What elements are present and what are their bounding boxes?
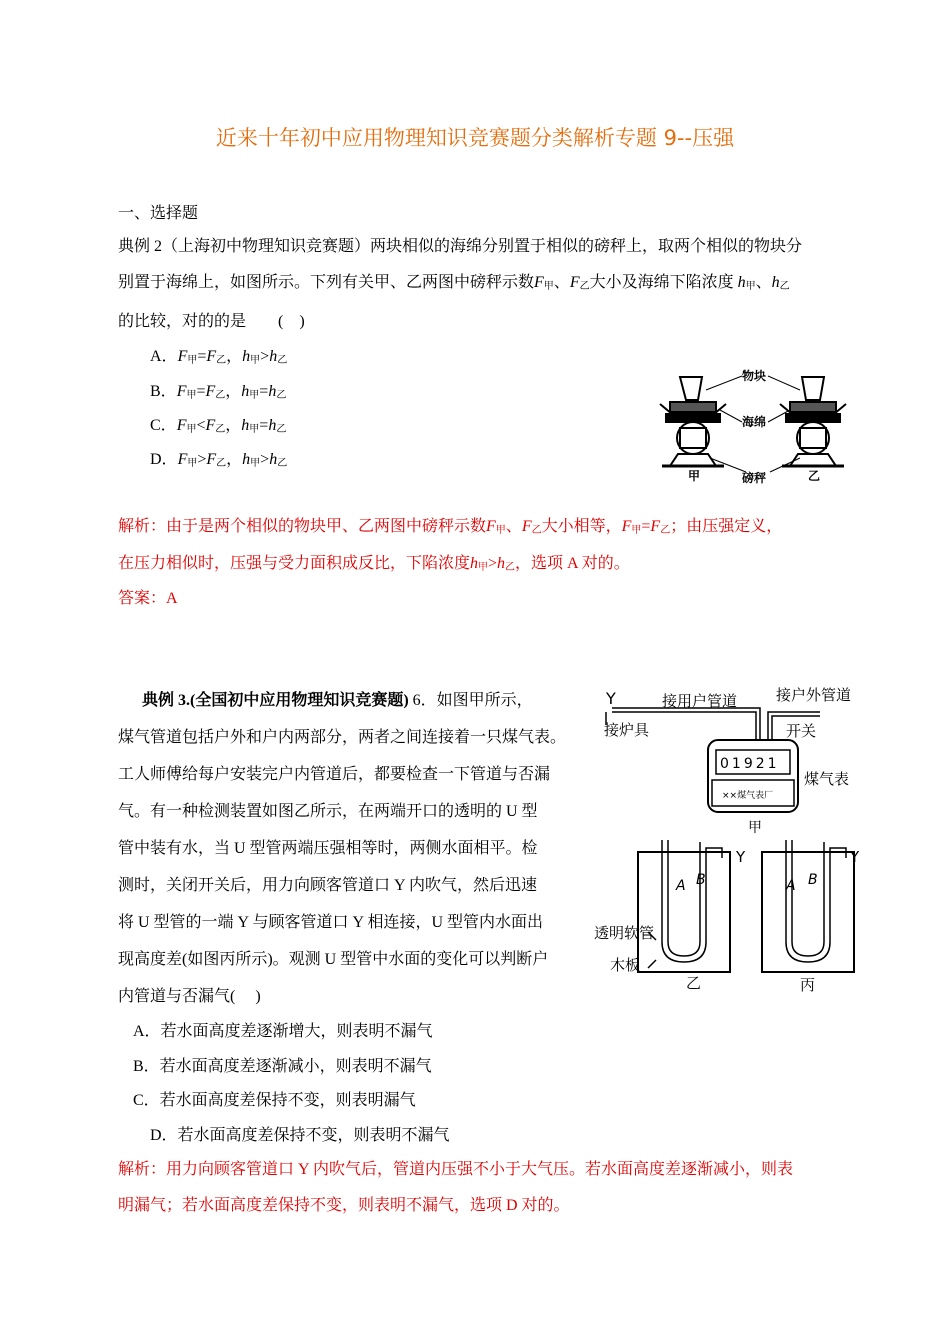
q2-option-d: D．若水面高度差保持不变，则表明不漏气 — [150, 1127, 450, 1144]
q1-analysis-line2: 在压力相似时，压强与受力面积成反比，下陷浓度$h_甲>h_乙$，选项 A 对的。 — [118, 555, 630, 573]
fig-a-bing: A — [786, 878, 796, 894]
gas-meter-figure — [590, 680, 870, 1000]
fig-y-top: Y — [606, 689, 616, 708]
fig-digits: 01921 — [720, 756, 780, 772]
q2-line6: 测时，关闭开关后，用力向顾客管道口 Y 内吹气，然后迅速 — [118, 877, 537, 894]
u-tube-bing — [786, 840, 846, 962]
q2-line7: 将 U 型管的一端 Y 与顾客管道口 Y 相连接，U 型管内水面出 — [118, 914, 544, 931]
q2-line9: 内管道与否漏气( ) — [118, 988, 261, 1005]
fig-yi: 乙 — [686, 974, 702, 992]
fig-b-bing: B — [808, 872, 818, 888]
label-jia: 甲 — [688, 469, 701, 483]
label-block: 物块 — [742, 369, 767, 383]
q2-line8: 现高度差(如图丙所示)。观测 U 型管中水面的变化可以判断户 — [118, 951, 549, 968]
fig-switch: 开关 — [786, 722, 817, 740]
sponge-jia — [670, 402, 716, 412]
q2-line3: 工人师傅给每户安装完户内管道后，都要检查一下管道与否漏 — [118, 766, 551, 783]
q1-answer: 答案：A — [118, 590, 178, 607]
fig-factory: ××煤气表厂 — [722, 791, 774, 801]
fig-y-bing: Y — [850, 848, 860, 866]
q1-option-d: D．$F_甲>F_乙$，$h_甲>h_乙$ — [150, 451, 288, 469]
label-sponge: 海绵 — [742, 415, 767, 429]
q1-option-a: A．$F_甲=F_乙$，$h_甲>h_乙$ — [150, 348, 288, 366]
fig-outdoor-pipe: 接户外管道 — [776, 686, 852, 704]
fig-b-yi: B — [696, 872, 706, 888]
q1-line2: 别置于海绵上，如图所示。下列有关甲、乙两图中磅秤示数$F_甲$、$F_乙$大小及海绵下陷浓度 $h_甲$、$h_乙$ — [118, 274, 790, 292]
q1-option-c: C．$F_甲<F_乙$，$h_甲=h_乙$ — [150, 417, 287, 435]
q2-analysis-line1: 解析：用力向顾客管道口 Y 内吹气后，管道内压强不小于大气压。若水面高度差逐渐减小，则表 — [118, 1161, 793, 1178]
fig-jia: 甲 — [748, 820, 762, 836]
q2-analysis-line2: 明漏气；若水面高度差保持不变，则表明不漏气，选项 D 对的。 — [118, 1197, 570, 1214]
q2-line4: 气。有一种检测装置如图乙所示，在两端开口的透明的 U 型 — [118, 803, 538, 820]
q1-line1: 典例 2（上海初中物理知识竞赛题）两块相似的海绵分别置于相似的磅秤上，取两个相似的物块分 — [118, 238, 803, 255]
u-tube-yi — [662, 840, 722, 962]
scale-jia — [660, 377, 726, 466]
fig-a-yi: A — [676, 878, 686, 894]
fig-meter: 煤气表 — [804, 770, 850, 788]
fig-user-pipe: 接用户管道 — [662, 692, 738, 710]
label-yi: 乙 — [808, 469, 821, 483]
fig-stove: 接炉具 — [604, 721, 650, 739]
section-heading: 一、选择题 — [118, 205, 199, 222]
fig-tube: 透明软管 — [594, 924, 655, 942]
q2-option-b: B．若水面高度差逐渐减小，则表明不漏气 — [133, 1058, 432, 1075]
block-jia — [680, 377, 702, 400]
board-yi — [638, 852, 730, 972]
gas-meter — [708, 740, 798, 812]
fig-board: 木板 — [610, 956, 641, 974]
q2-line2: 煤气管道包括户外和户内两部分，两者之间连接着一只煤气表。 — [118, 729, 567, 746]
label-scale: 磅秤 — [742, 471, 767, 485]
sponge-yi — [790, 402, 836, 412]
q2-option-c: C．若水面高度差保持不变，则表明漏气 — [133, 1092, 416, 1109]
scale-yi — [780, 377, 846, 466]
fig-bing: 丙 — [800, 976, 816, 994]
board-bing — [762, 852, 854, 972]
q2-option-a: A．若水面高度差逐渐增大，则表明不漏气 — [133, 1023, 433, 1040]
q1-line3: 的比较，对的的是 ( ) — [118, 313, 305, 330]
q1-option-b: B．$F_甲=F_乙$，$h_甲=h_乙$ — [150, 383, 287, 401]
fig-y-yi: Y — [736, 848, 746, 866]
q2-line1: 典例 3.(全国初中应用物理知识竞赛题) 6．如图甲所示， — [142, 692, 533, 709]
block-yi — [802, 377, 824, 400]
q2-line5: 管中装有水，当 U 型管两端压强相等时，两侧水面相平。检 — [118, 840, 538, 857]
scale-sponge-figure — [650, 362, 855, 492]
q1-analysis-line1: 解析：由于是两个相似的物块甲、乙两图中磅秤示数$F_甲$、$F_乙$大小相等，$F_甲=F_乙$；由压强定义， — [118, 518, 783, 536]
page-title: 近来十年初中应用物理知识竞赛题分类解析专题 9--压强 — [215, 126, 735, 150]
